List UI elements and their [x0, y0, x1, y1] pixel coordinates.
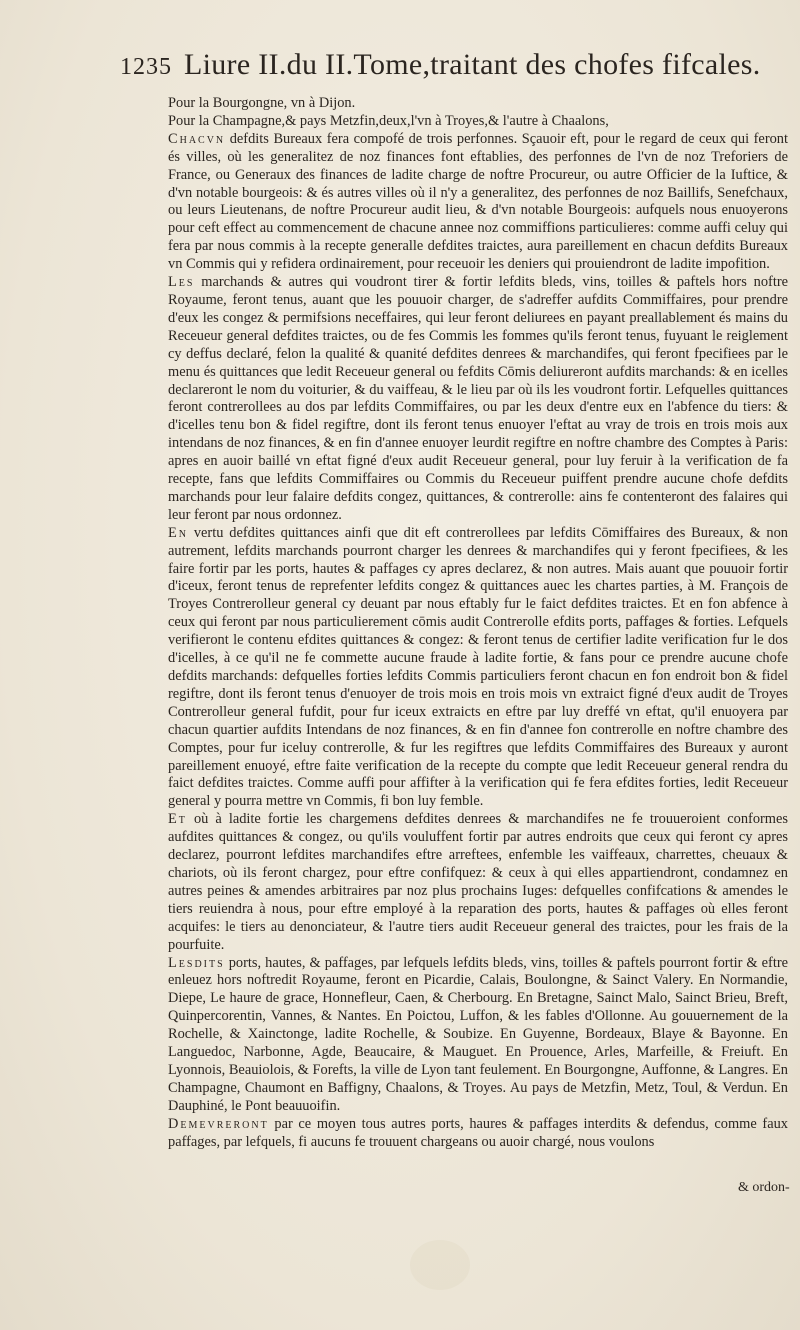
paragraph — [168, 811, 788, 954]
paragraph-text: marchands & autres qui voudront tirer & fortir lefdits bleds, vins, toilles & paftels hors noftre Royaume, feront tenus, auant que les pouuoir charger, de s'adreffer aufdits Commiffaires, pour prendre d'eux les congez & permifsions neceffaires, qui leur feront deliurees en payant preallablement és mains du Receueur general defdites traictes, ou de fes Commis les fommes qu'ils feront tenus, fuyuant le reiglement cy deffus declaré, felon la qualité & quanité defdites denrees & marchandifes, qui feront fpecifiees par le menu és quittances que ledit Receueur general ou fefdits Cōmis deliureront aufdits marchands: & en icelles declareront le nom du voiturier, & du vaiffeau, & le lieu par où ils les voudront fortir. Lefquelles quittances feront contrerollees au dos par lefdits Commiffaires, ou par les deux d'entre eux en l'abfence du tiers: & d'icelles tenu bon & fidel regiftre, dont ils feront tenus enuoyer l'eftat au vray de trois en trois mois aux intendans de noz finances, & en fin d'annee enuoyer leurdit regiftre en noftre chambre des Comptes à Paris: apres en auoir baillé vn eftat figné d'eux audit Receueur general, pour luy feruir à la verification de fa recepte, fans que lefdits Commiffaires ou Commis du Receueur puiffent prendre aucune chofe defdits marchands pour leur falaire defdits congez, quittances, & contrerolle: ains fe contenteront des falaires qui leur feront par nous ordonnez. — [168, 274, 788, 523]
paragraph-text: defdits Bureaux fera compofé de trois perfonnes. Sçauoir eft, pour le regard de ceux qui feront és villes, où les generalitez de noz finances font eftablies, des perfonnes de l'vn de noz Treforiers de France, ou Generaux des finances de ladite charge de noftre Procureur, ou autre Officier de la Iuftice, & d'vn notable bourgeois: & és autres villes où il n'y a generalitez, des perfonnes de noz Baillifs, Senefchaux, ou leurs Lieutenans, de noftre Procureur audit lieu, & d'vn notable Bourgeois: aufquels nous enuoyerons pour ceft effect au commencement de chacune annee noz commiffions particulieres: comme auffi celuy qui fera par nous commis à la recepte generalle defdites traictes, aura pareillement en chacun defdits Bureaux vn Commis qui y refidera ordinairement, pour receuoir les deniers qui prouiendront de ladite impofition. — [168, 130, 788, 273]
paragraph-text: vertu defdites quittances ainfi que dit eft contrerollees par lefdits Cōmiffaires des Bureaux, & non autrement, lefdits marchands pourront charger les denrees & marchandifes qui y feront fpecifiees, & les faire fortir par les ports, hautes & paffages cy apres declarez, & non autres. Mais auant que pouuoir fortir d'iceux, feront tenus de reprefenter lefdits congez & quittances auec les chartes parties, à M. François de Troyes Contrerolleur general cy deuant par nous eftably fur le faict defdites traictes. Et en fon abfence à ceux qui feront par nous particulierement cōmis audit Contrerolle efdits ports, paffages & forties. Lefquels verifieront le contenu efdites quittances & congez: & feront tenus de certifier ladite verification fur le dos d'icelles, à ce qu'il ne fe commette aucune fraude à ladite fortie, & fans pour ce prendre aucune chofe defdits marchands: defquelles forties lefdits Commis particuliers feront chacun en fon endroit bon & fidel regiftre, dont ils feront tenus d'enuoyer de trois mois en trois mois vn extraict figné d'eux audit de Troyes Contrerolleur general fufdit, pour fur iceux extraicts en eftre par luy dreffé vn eftat, qu'il enuoyera par chacun quartier aufdits Intendans de noz finances, & en fin d'annee fon contrerolle en noftre chambre des Comptes, pour fur iceluy contrerolle, & fur les regiftres que lefdits Commiffaires des Bureaux y auront pareillement enuoyé, eftre faite verification de la recepte du compte que ledit Receueur general rendra du faict defdites traictes. Comme auffi pour affifter à la verification qui fe fera efdites forties, ledit Receueur general y pourra mettre vn Commis, fi bon luy femble. — [168, 524, 788, 810]
running-title: Liure II.du II.Tome,traitant des chofes fifcales. — [184, 48, 761, 81]
paragraph — [168, 95, 788, 113]
paragraph — [168, 955, 788, 1116]
paragraph-text: Pour la Bourgongne, vn à Dijon. — [168, 95, 356, 111]
paragraph — [168, 1116, 788, 1152]
page-number: 1235 — [120, 54, 172, 80]
catchword: & ordon- — [738, 1180, 790, 1195]
paragraph-text: où à ladite fortie les chargemens defdites denrees & marchandifes ne fe trouueroient conformes aufdites quittances & congez, ou qu'ils vouluffent fortir par autres endroits que ceux qui feront cy apres declarez, pourront lefdites marchandifes eftre arreftees, enfemble les vaiffeaux, charrettes, cheuaux & chariots, où ils feront chargez, pour eftre confifquez: & ceux à qui elles appartiendront, condamnez en autres peines & amendes arbitraires par noz plus prochains Iuges: defquelles confifcations & amendes le tiers reuiendra à nous, pour eftre employé à la reparation des ports, hautes & paffages où elles feront acquifes: le tiers au denonciateur, & l'autre tiers audit Receueur general des traictes, pour les frais de la pourfuite. — [168, 811, 788, 953]
paragraph — [168, 131, 788, 274]
paragraph-lead-word: Lesdits — [168, 954, 225, 971]
paper-stain — [410, 1240, 470, 1290]
paragraph — [168, 274, 788, 525]
body-text — [168, 95, 788, 1151]
page-header — [120, 48, 761, 88]
paragraph — [168, 113, 788, 131]
paragraph — [168, 525, 788, 812]
paragraph-text: Pour la Champagne,& pays Metzfin,deux,l'vn à Troyes,& l'autre à Chaalons, — [168, 112, 609, 129]
paragraph-text: par ce moyen tous autres ports, haures & paffages interdits & defendus, comme faux paffages, par lefquels, fi aucuns fe trouuent chargeans ou auoir chargé, nous voulons — [168, 1115, 788, 1150]
paragraph-lead-word: Chacvn — [168, 130, 226, 147]
paragraph-text: ports, hautes, & paffages, par lefquels lefdits bleds, vins, toilles & paftels pourront fortir & eftre enleuez hors noftredit Royaume, feront en Picardie, Calais, Boulongne, & Sainct Valery. En Normandie, Diepe, Le haure de grace, Honnefleur, Caen, & Cherbourg. En Bretagne, Sainct Malo, Sainct Brieu, Breft, Quinpercorentin, Vannes, & Nantes. En Poictou, Luffon, & les fables d'Ollonne. Au gouuernement de la Rochelle, & Xainctonge, ladite Rochelle, & Soubize. En Guyenne, Bordeaux, Blaye & Bayonne. En Languedoc, Narbonne, Agde, Beaucaire, & Mauguet. En Prouence, Arles, Marfeille, & Freiuft. En Lyonnois, Beauiolois, & Forefts, la ville de Lyon tant feulement. En Bourgongne, Auffonne, & Langres. En Champagne, Chaumont en Baffigny, Chaalons, & Troyes. Au pays de Metzfin, Metz, Toul, & Verdun. En Dauphiné, le Pont beauuoifin. — [168, 954, 788, 1114]
paragraph-lead-word: Les — [168, 274, 195, 291]
paragraph-lead-word: En — [168, 524, 189, 541]
paragraph-lead-word: Et — [168, 811, 187, 828]
paragraph-lead-word: Demevreront — [168, 1115, 269, 1132]
